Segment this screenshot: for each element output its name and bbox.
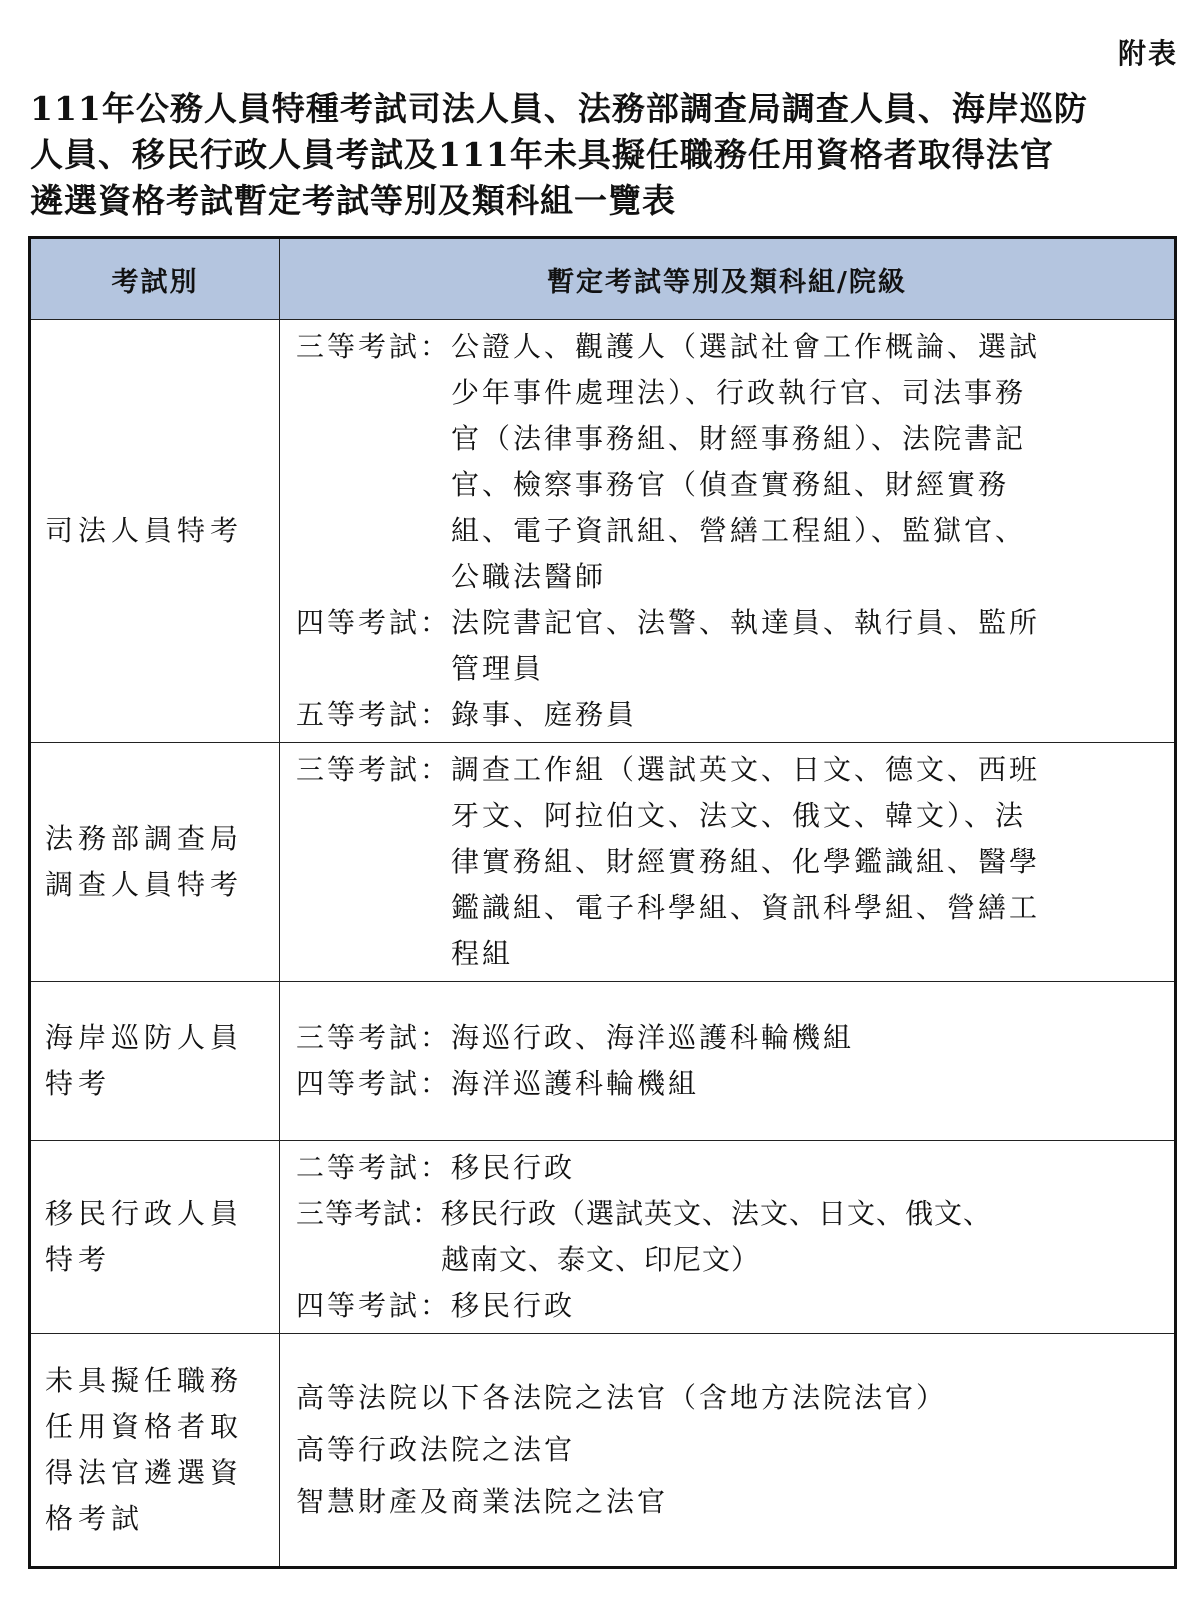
document-title xyxy=(30,86,1180,224)
category-list xyxy=(451,1015,1162,1061)
level-label: 三等考試： xyxy=(296,1197,442,1230)
level-entry xyxy=(296,324,1162,600)
exam-type-line: 特考 xyxy=(45,1067,112,1100)
category-line: 越南文、泰文、印尼文） xyxy=(441,1243,761,1276)
levels-cell xyxy=(280,320,1176,743)
level-entry xyxy=(296,1283,1162,1329)
exam-type-cell xyxy=(30,743,280,982)
level-entry xyxy=(296,1191,1162,1283)
exam-type-line: 任用資格者取 xyxy=(45,1410,244,1443)
category-line: 程組 xyxy=(451,937,514,970)
exam-type-cell xyxy=(30,1334,280,1568)
court-level-line: 智慧財產及商業法院之法官 xyxy=(296,1485,669,1518)
category-list xyxy=(451,600,1162,692)
category-line: 移民行政（選試英文、法文、日文、俄文、 xyxy=(441,1197,993,1230)
category-list xyxy=(451,1283,1162,1329)
header-levels-categories: 暫定考試等別及類科組/院級 xyxy=(280,238,1176,320)
category-line: 牙文、阿拉伯文、法文、俄文、韓文）、法 xyxy=(451,799,1027,832)
category-list xyxy=(451,324,1162,600)
category-list xyxy=(451,1061,1162,1107)
title-line: 111年公務人員特種考試司法人員、法務部調查局調查人員、海岸巡防 xyxy=(30,89,1088,128)
table-row xyxy=(30,1334,1176,1568)
category-line: 律實務組、財經實務組、化學鑑識組、醫學 xyxy=(451,845,1041,878)
annex-label: 附表 xyxy=(1117,37,1178,70)
exam-type-line: 海岸巡防人員 xyxy=(45,1021,244,1054)
levels-cell xyxy=(280,982,1176,1141)
category-line: 錄事、庭務員 xyxy=(451,698,638,731)
table-header-row xyxy=(30,238,1176,320)
table-row xyxy=(30,1141,1176,1334)
exam-type-cell xyxy=(30,320,280,743)
category-line: 少年事件處理法）、行政執行官、司法事務 xyxy=(451,376,1027,409)
exam-type-line: 未具擬任職務 xyxy=(45,1364,244,1397)
exam-type-line: 法務部調查局 xyxy=(45,822,244,855)
exam-type-cell xyxy=(30,982,280,1141)
level-label: 三等考試： xyxy=(296,330,452,363)
exam-type-line: 得法官遴選資 xyxy=(45,1456,244,1489)
category-line: 官（法律事務組、財經事務組）、法院書記 xyxy=(451,422,1027,455)
category-line: 組、電子資訊組、營繕工程組）、監獄官、 xyxy=(451,514,1027,547)
exam-type-line: 特考 xyxy=(45,1243,112,1276)
category-line: 移民行政 xyxy=(451,1289,576,1322)
level-entry xyxy=(296,1015,1162,1061)
level-entry xyxy=(296,1145,1162,1191)
category-line: 移民行政 xyxy=(451,1151,576,1184)
level-entry xyxy=(296,747,1162,977)
category-line: 法院書記官、法警、執達員、執行員、監所 xyxy=(451,606,1041,639)
exam-type-line: 司法人員特考 xyxy=(45,514,244,547)
court-level-line: 高等法院以下各法院之法官（含地方法院法官） xyxy=(296,1381,948,1414)
header-exam-type: 考試別 xyxy=(30,238,280,320)
table-row xyxy=(30,743,1176,982)
title-line: 遴選資格考試暫定考試等別及類科組一覽表 xyxy=(30,181,676,220)
category-line: 公證人、觀護人（選試社會工作概論、選試 xyxy=(451,330,1041,363)
table-row xyxy=(30,982,1176,1141)
exam-type-cell xyxy=(30,1141,280,1334)
category-list xyxy=(451,692,1162,738)
level-label: 五等考試： xyxy=(296,698,452,731)
category-line: 官、檢察事務官（偵查實務組、財經實務 xyxy=(451,468,1010,501)
exam-type-line: 格考試 xyxy=(45,1502,145,1535)
level-label: 三等考試： xyxy=(296,1021,452,1054)
category-line: 海巡行政、海洋巡護科輪機組 xyxy=(451,1021,855,1054)
category-list xyxy=(441,1191,1162,1283)
table-row xyxy=(30,320,1176,743)
title-line: 人員、移民行政人員考試及111年未具擬任職務任用資格者取得法官 xyxy=(30,135,1054,174)
level-entry xyxy=(296,1061,1162,1107)
level-entry xyxy=(296,692,1162,738)
category-list xyxy=(451,747,1162,977)
exam-type-line: 移民行政人員 xyxy=(45,1197,244,1230)
levels-cell xyxy=(280,1141,1176,1334)
category-line: 調查工作組（選試英文、日文、德文、西班 xyxy=(451,753,1041,786)
category-line: 管理員 xyxy=(451,652,545,685)
level-label: 四等考試： xyxy=(296,1067,452,1100)
category-line: 鑑識組、電子科學組、資訊科學組、營繕工 xyxy=(451,891,1041,924)
exam-type-line: 調查人員特考 xyxy=(45,868,244,901)
level-entry xyxy=(296,600,1162,692)
category-line: 公職法醫師 xyxy=(451,560,607,593)
category-line: 海洋巡護科輪機組 xyxy=(451,1067,700,1100)
level-label: 四等考試： xyxy=(296,606,452,639)
levels-cell xyxy=(280,1334,1176,1568)
court-level-line: 高等行政法院之法官 xyxy=(296,1433,576,1466)
category-list xyxy=(451,1145,1162,1191)
exam-categories-table xyxy=(28,236,1177,1569)
level-label: 三等考試： xyxy=(296,753,452,786)
level-label: 二等考試： xyxy=(296,1151,452,1184)
level-label: 四等考試： xyxy=(296,1289,452,1322)
levels-cell xyxy=(280,743,1176,982)
